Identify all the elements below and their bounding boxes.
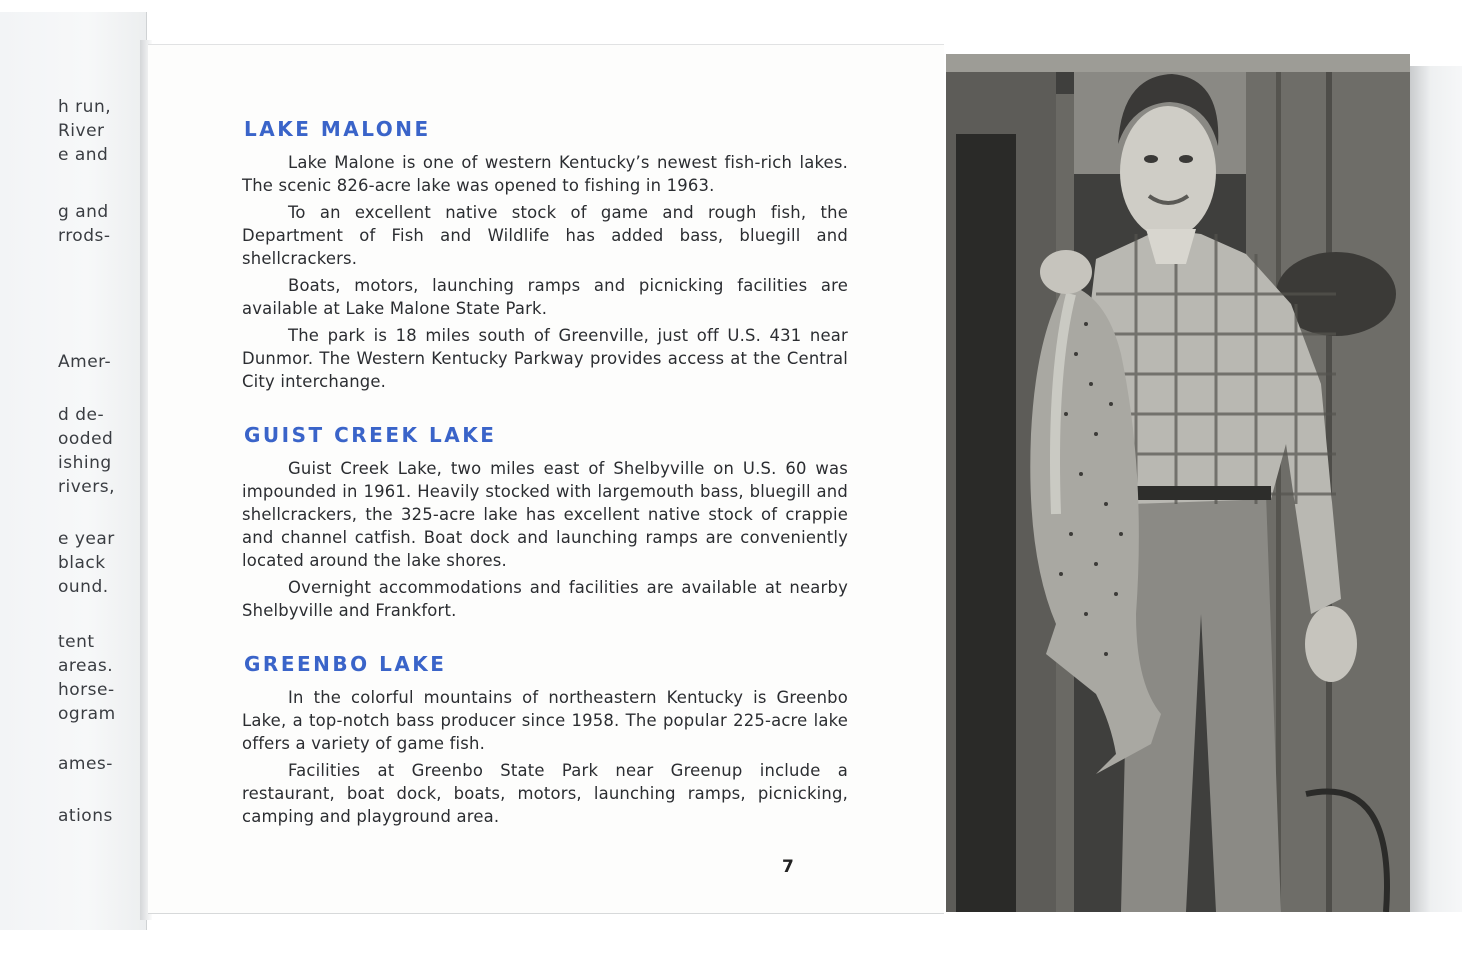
prev-page-line: g and (58, 202, 109, 222)
prev-page-line: River (58, 121, 105, 141)
fisherman-illustration (946, 54, 1410, 912)
prev-page-line: Amer- (58, 352, 112, 372)
prev-page-line: ishing (58, 453, 112, 473)
prev-page-line: areas. (58, 656, 114, 676)
paragraph: Lake Malone is one of western Kentucky’s newest fish-rich lakes. The scenic 826-acre lake was opened to fishing in 1963. (242, 153, 848, 195)
prev-page-line: e and (58, 145, 109, 165)
prev-page-line: e year (58, 529, 115, 549)
prev-page-line: rivers, (58, 477, 115, 497)
prev-page-line: ations (58, 806, 113, 826)
booklet-page (148, 44, 944, 914)
section-lake-malone (242, 117, 848, 393)
prev-page-line: horse- (58, 680, 115, 700)
prev-page-line: d de- (58, 405, 105, 425)
page-edge (1410, 66, 1462, 912)
prev-page-line: ogram (58, 704, 116, 724)
prev-page-line: tent (58, 632, 95, 652)
fisherman-photo (946, 54, 1410, 912)
paragraph: Guist Creek Lake, two miles east of Shelbyville on U.S. 60 was impounded in 1961. Heavily stocked with largemouth bass, bluegill and shellcrackers, the 325-acre lake has excellent native stock of crappie and channel catfish. Boat dock and launching ramps are conveniently located around the lake shores. (242, 459, 848, 570)
prev-page-line: ooded (58, 429, 114, 449)
paragraph: To an excellent native stock of game and rough fish, the Department of Fish and Wildlife has added bass, bluegill and shellcrackers. (242, 203, 848, 268)
section-greenbo-lake (242, 652, 848, 828)
prev-page-line: rrods- (58, 226, 111, 246)
page-content (242, 117, 848, 858)
section-title: GREENBO LAKE (244, 652, 447, 676)
section-title: GUIST CREEK LAKE (244, 423, 497, 447)
section-guist-creek-lake (242, 423, 848, 622)
page-number: 7 (782, 857, 794, 877)
prev-page-line: black (58, 553, 106, 573)
paragraph: Boats, motors, launching ramps and picnicking facilities are available at Lake Malone State Park. (242, 276, 848, 318)
previous-page (0, 12, 147, 930)
paragraph: Facilities at Greenbo State Park near Greenup include a restaurant, boat dock, boats, motors, launching ramps, picnicking, camping and playground area. (242, 761, 848, 826)
prev-page-line: ames- (58, 754, 113, 774)
paragraph: Overnight accommodations and facilities are available at nearby Shelbyville and Frankfort. (242, 578, 848, 620)
section-title: LAKE MALONE (244, 117, 431, 141)
paragraph: In the colorful mountains of northeastern Kentucky is Greenbo Lake, a top-notch bass producer since 1958. The popular 225-acre lake offers a variety of game fish. (242, 688, 848, 753)
prev-page-line: h run, (58, 97, 112, 117)
paragraph: The park is 18 miles south of Greenville, just off U.S. 431 near Dunmor. The Western Kentucky Parkway provides access at the Central City interchange. (242, 326, 848, 391)
prev-page-line: ound. (58, 577, 109, 597)
